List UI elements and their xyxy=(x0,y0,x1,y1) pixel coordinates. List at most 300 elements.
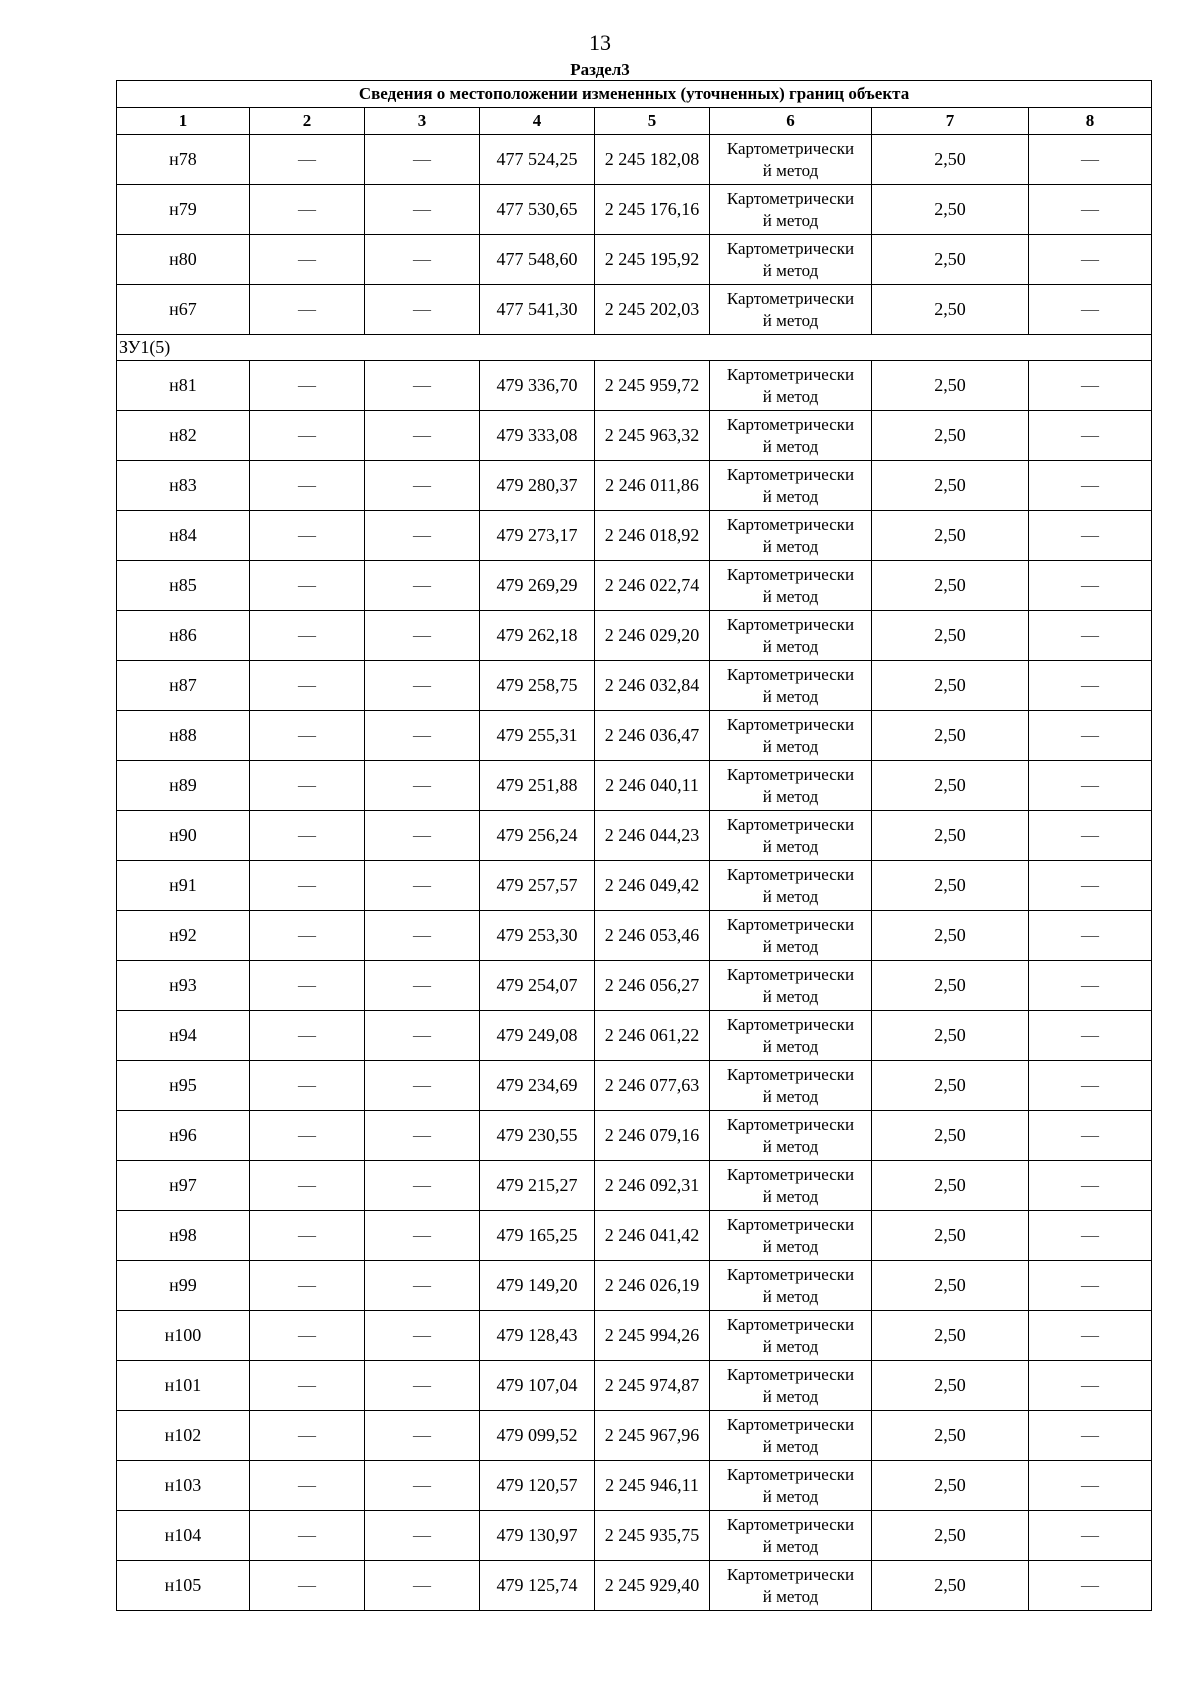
precision-cell: 2,50 xyxy=(872,361,1029,411)
y-coordinate-cell: 2 246 049,42 xyxy=(595,861,710,911)
method-line-2: й метод xyxy=(762,836,819,856)
method-cell xyxy=(710,961,872,1011)
y-coordinate-cell: 2 245 963,32 xyxy=(595,411,710,461)
empty-cell-col8: — xyxy=(1029,135,1152,185)
method-cell xyxy=(710,611,872,661)
empty-cell-col8: — xyxy=(1029,411,1152,461)
column-header: 4 xyxy=(480,108,595,135)
method-line-2: й метод xyxy=(762,160,819,180)
table-row xyxy=(117,461,1152,511)
empty-cell-col3: — xyxy=(365,1561,480,1611)
coordinates-table xyxy=(116,80,1152,1611)
x-coordinate-cell: 479 165,25 xyxy=(480,1211,595,1261)
empty-cell-col8: — xyxy=(1029,1561,1152,1611)
x-coordinate-cell: 479 215,27 xyxy=(480,1161,595,1211)
x-coordinate-cell: 477 541,30 xyxy=(480,285,595,335)
column-header-row xyxy=(117,108,1152,135)
method-line-1: Картометрически xyxy=(726,1164,855,1184)
point-id-cell: н91 xyxy=(117,861,250,911)
point-id-cell: н86 xyxy=(117,611,250,661)
table-row xyxy=(117,861,1152,911)
x-coordinate-cell: 477 524,25 xyxy=(480,135,595,185)
empty-cell-col3: — xyxy=(365,1161,480,1211)
empty-cell-col3: — xyxy=(365,1461,480,1511)
empty-cell-col3: — xyxy=(365,1311,480,1361)
method-cell xyxy=(710,661,872,711)
point-id-cell: н104 xyxy=(117,1511,250,1561)
empty-cell-col8: — xyxy=(1029,1311,1152,1361)
method-line-2: й метод xyxy=(762,486,819,506)
x-coordinate-cell: 479 253,30 xyxy=(480,911,595,961)
empty-cell-col2: — xyxy=(250,661,365,711)
point-id-cell: н103 xyxy=(117,1461,250,1511)
point-id-cell: н95 xyxy=(117,1061,250,1111)
method-line-1: Картометрически xyxy=(726,1414,855,1434)
precision-cell: 2,50 xyxy=(872,461,1029,511)
table-row xyxy=(117,1261,1152,1311)
precision-cell: 2,50 xyxy=(872,861,1029,911)
empty-cell-col2: — xyxy=(250,1261,365,1311)
y-coordinate-cell: 2 246 056,27 xyxy=(595,961,710,1011)
empty-cell-col3: — xyxy=(365,185,480,235)
method-cell xyxy=(710,285,872,335)
point-id-cell: н87 xyxy=(117,661,250,711)
method-line-2: й метод xyxy=(762,1486,819,1506)
table-row xyxy=(117,611,1152,661)
table-row xyxy=(117,511,1152,561)
table-row xyxy=(117,185,1152,235)
precision-cell: 2,50 xyxy=(872,1361,1029,1411)
x-coordinate-cell: 479 107,04 xyxy=(480,1361,595,1411)
method-line-2: й метод xyxy=(762,586,819,606)
precision-cell: 2,50 xyxy=(872,1211,1029,1261)
group-row-body xyxy=(117,335,1152,361)
method-line-2: й метод xyxy=(762,310,819,330)
empty-cell-col8: — xyxy=(1029,1111,1152,1161)
y-coordinate-cell: 2 246 040,11 xyxy=(595,761,710,811)
method-line-2: й метод xyxy=(762,736,819,756)
method-cell xyxy=(710,1411,872,1461)
point-id-cell: н97 xyxy=(117,1161,250,1211)
point-id-cell: н78 xyxy=(117,135,250,185)
column-header: 8 xyxy=(1029,108,1152,135)
x-coordinate-cell: 477 530,65 xyxy=(480,185,595,235)
empty-cell-col3: — xyxy=(365,361,480,411)
empty-cell-col8: — xyxy=(1029,1461,1152,1511)
empty-cell-col2: — xyxy=(250,185,365,235)
empty-cell-col8: — xyxy=(1029,285,1152,335)
empty-cell-col2: — xyxy=(250,1361,365,1411)
empty-cell-col8: — xyxy=(1029,1411,1152,1461)
empty-cell-col2: — xyxy=(250,461,365,511)
table-row xyxy=(117,1161,1152,1211)
table-row xyxy=(117,661,1152,711)
y-coordinate-cell: 2 245 935,75 xyxy=(595,1511,710,1561)
empty-cell-col3: — xyxy=(365,411,480,461)
method-line-2: й метод xyxy=(762,1336,819,1356)
method-line-2: й метод xyxy=(762,1286,819,1306)
empty-cell-col8: — xyxy=(1029,861,1152,911)
empty-cell-col3: — xyxy=(365,711,480,761)
table-row xyxy=(117,235,1152,285)
empty-cell-col8: — xyxy=(1029,361,1152,411)
point-id-cell: н96 xyxy=(117,1111,250,1161)
method-cell xyxy=(710,1461,872,1511)
x-coordinate-cell: 479 099,52 xyxy=(480,1411,595,1461)
precision-cell: 2,50 xyxy=(872,511,1029,561)
table-row xyxy=(117,761,1152,811)
method-line-2: й метод xyxy=(762,936,819,956)
y-coordinate-cell: 2 246 079,16 xyxy=(595,1111,710,1161)
empty-cell-col3: — xyxy=(365,961,480,1011)
table-row xyxy=(117,361,1152,411)
empty-cell-col2: — xyxy=(250,1111,365,1161)
method-cell xyxy=(710,1011,872,1061)
empty-cell-col3: — xyxy=(365,461,480,511)
method-cell xyxy=(710,811,872,861)
method-cell xyxy=(710,1111,872,1161)
empty-cell-col8: — xyxy=(1029,911,1152,961)
empty-cell-col8: — xyxy=(1029,1061,1152,1111)
method-line-1: Картометрически xyxy=(726,1564,855,1584)
empty-cell-col8: — xyxy=(1029,711,1152,761)
y-coordinate-cell: 2 246 018,92 xyxy=(595,511,710,561)
y-coordinate-cell: 2 246 029,20 xyxy=(595,611,710,661)
method-line-2: й метод xyxy=(762,1436,819,1456)
method-line-1: Картометрически xyxy=(726,764,855,784)
method-line-1: Картометрически xyxy=(726,864,855,884)
empty-cell-col3: — xyxy=(365,561,480,611)
empty-cell-col2: — xyxy=(250,1011,365,1061)
empty-cell-col8: — xyxy=(1029,1211,1152,1261)
empty-cell-col8: — xyxy=(1029,185,1152,235)
precision-cell: 2,50 xyxy=(872,1311,1029,1361)
empty-cell-col3: — xyxy=(365,1061,480,1111)
y-coordinate-cell: 2 245 202,03 xyxy=(595,285,710,335)
method-line-1: Картометрически xyxy=(726,1314,855,1334)
method-cell xyxy=(710,861,872,911)
method-line-1: Картометрически xyxy=(726,1214,855,1234)
point-id-cell: н79 xyxy=(117,185,250,235)
empty-cell-col3: — xyxy=(365,1511,480,1561)
method-line-1: Картометрически xyxy=(726,1464,855,1484)
empty-cell-col2: — xyxy=(250,511,365,561)
y-coordinate-cell: 2 246 022,74 xyxy=(595,561,710,611)
method-line-2: й метод xyxy=(762,636,819,656)
empty-cell-col8: — xyxy=(1029,461,1152,511)
y-coordinate-cell: 2 245 959,72 xyxy=(595,361,710,411)
x-coordinate-cell: 479 249,08 xyxy=(480,1011,595,1061)
method-line-2: й метод xyxy=(762,1086,819,1106)
method-line-2: й метод xyxy=(762,1386,819,1406)
empty-cell-col2: — xyxy=(250,911,365,961)
empty-cell-col8: — xyxy=(1029,661,1152,711)
precision-cell: 2,50 xyxy=(872,1061,1029,1111)
empty-cell-col3: — xyxy=(365,1361,480,1411)
precision-cell: 2,50 xyxy=(872,1011,1029,1061)
empty-cell-col8: — xyxy=(1029,811,1152,861)
empty-cell-col8: — xyxy=(1029,611,1152,661)
table-row xyxy=(117,961,1152,1011)
precision-cell: 2,50 xyxy=(872,1261,1029,1311)
empty-cell-col3: — xyxy=(365,1011,480,1061)
y-coordinate-cell: 2 245 195,92 xyxy=(595,235,710,285)
page-number: 13 xyxy=(589,30,611,55)
x-coordinate-cell: 479 125,74 xyxy=(480,1561,595,1611)
method-line-1: Картометрически xyxy=(726,1064,855,1084)
precision-cell: 2,50 xyxy=(872,1161,1029,1211)
x-coordinate-cell: 479 251,88 xyxy=(480,761,595,811)
empty-cell-col2: — xyxy=(250,811,365,861)
x-coordinate-cell: 479 269,29 xyxy=(480,561,595,611)
method-cell xyxy=(710,135,872,185)
empty-cell-col2: — xyxy=(250,1311,365,1361)
empty-cell-col3: — xyxy=(365,511,480,561)
method-cell xyxy=(710,185,872,235)
empty-cell-col3: — xyxy=(365,1211,480,1261)
point-id-cell: н83 xyxy=(117,461,250,511)
method-line-2: й метод xyxy=(762,386,819,406)
y-coordinate-cell: 2 246 036,47 xyxy=(595,711,710,761)
method-cell xyxy=(710,1361,872,1411)
empty-cell-col3: — xyxy=(365,811,480,861)
method-line-2: й метод xyxy=(762,1586,819,1606)
method-cell xyxy=(710,911,872,961)
precision-cell: 2,50 xyxy=(872,961,1029,1011)
column-header: 6 xyxy=(710,108,872,135)
empty-cell-col2: — xyxy=(250,1161,365,1211)
point-id-cell: н92 xyxy=(117,911,250,961)
empty-cell-col3: — xyxy=(365,285,480,335)
x-coordinate-cell: 479 273,17 xyxy=(480,511,595,561)
y-coordinate-cell: 2 246 044,23 xyxy=(595,811,710,861)
precision-cell: 2,50 xyxy=(872,611,1029,661)
column-header: 2 xyxy=(250,108,365,135)
y-coordinate-cell: 2 245 176,16 xyxy=(595,185,710,235)
point-id-cell: н89 xyxy=(117,761,250,811)
x-coordinate-cell: 479 254,07 xyxy=(480,961,595,1011)
empty-cell-col2: — xyxy=(250,1211,365,1261)
method-cell xyxy=(710,235,872,285)
precision-cell: 2,50 xyxy=(872,711,1029,761)
method-line-1: Картометрически xyxy=(726,288,855,308)
y-coordinate-cell: 2 245 946,11 xyxy=(595,1461,710,1511)
empty-cell-col3: — xyxy=(365,911,480,961)
empty-cell-col2: — xyxy=(250,1561,365,1611)
empty-cell-col2: — xyxy=(250,285,365,335)
point-id-cell: н105 xyxy=(117,1561,250,1611)
method-cell xyxy=(710,1311,872,1361)
method-line-2: й метод xyxy=(762,260,819,280)
empty-cell-col3: — xyxy=(365,1111,480,1161)
method-line-2: й метод xyxy=(762,436,819,456)
method-line-2: й метод xyxy=(762,1536,819,1556)
x-coordinate-cell: 479 258,75 xyxy=(480,661,595,711)
x-coordinate-cell: 479 280,37 xyxy=(480,461,595,511)
x-coordinate-cell: 479 336,70 xyxy=(480,361,595,411)
precision-cell: 2,50 xyxy=(872,561,1029,611)
empty-cell-col3: — xyxy=(365,761,480,811)
point-id-cell: н99 xyxy=(117,1261,250,1311)
x-coordinate-cell: 479 230,55 xyxy=(480,1111,595,1161)
precision-cell: 2,50 xyxy=(872,135,1029,185)
method-line-1: Картометрически xyxy=(726,1114,855,1134)
empty-cell-col8: — xyxy=(1029,561,1152,611)
point-id-cell: н88 xyxy=(117,711,250,761)
method-line-2: й метод xyxy=(762,686,819,706)
table-row xyxy=(117,285,1152,335)
empty-cell-col8: — xyxy=(1029,1011,1152,1061)
precision-cell: 2,50 xyxy=(872,185,1029,235)
empty-cell-col2: — xyxy=(250,961,365,1011)
y-coordinate-cell: 2 246 092,31 xyxy=(595,1161,710,1211)
empty-cell-col2: — xyxy=(250,611,365,661)
method-line-2: й метод xyxy=(762,786,819,806)
x-coordinate-cell: 479 255,31 xyxy=(480,711,595,761)
precision-cell: 2,50 xyxy=(872,911,1029,961)
precision-cell: 2,50 xyxy=(872,661,1029,711)
empty-cell-col2: — xyxy=(250,1511,365,1561)
empty-cell-col2: — xyxy=(250,761,365,811)
method-cell xyxy=(710,561,872,611)
empty-cell-col3: — xyxy=(365,661,480,711)
point-id-cell: н93 xyxy=(117,961,250,1011)
method-cell xyxy=(710,1161,872,1211)
table-body-after-group xyxy=(117,361,1152,1611)
method-cell xyxy=(710,1561,872,1611)
empty-cell-col3: — xyxy=(365,1261,480,1311)
x-coordinate-cell: 479 256,24 xyxy=(480,811,595,861)
empty-cell-col2: — xyxy=(250,135,365,185)
method-cell xyxy=(710,711,872,761)
method-cell xyxy=(710,761,872,811)
precision-cell: 2,50 xyxy=(872,1461,1029,1511)
y-coordinate-cell: 2 246 032,84 xyxy=(595,661,710,711)
x-coordinate-cell: 479 262,18 xyxy=(480,611,595,661)
table-row xyxy=(117,1461,1152,1511)
empty-cell-col2: — xyxy=(250,711,365,761)
column-header: 3 xyxy=(365,108,480,135)
precision-cell: 2,50 xyxy=(872,1561,1029,1611)
y-coordinate-cell: 2 246 041,42 xyxy=(595,1211,710,1261)
precision-cell: 2,50 xyxy=(872,1511,1029,1561)
point-id-cell: н102 xyxy=(117,1411,250,1461)
section-title: Раздел3 xyxy=(570,60,630,79)
empty-cell-col2: — xyxy=(250,235,365,285)
y-coordinate-cell: 2 245 974,87 xyxy=(595,1361,710,1411)
method-line-1: Картометрически xyxy=(726,364,855,384)
table-body-before-group xyxy=(117,135,1152,335)
precision-cell: 2,50 xyxy=(872,411,1029,461)
empty-cell-col8: — xyxy=(1029,511,1152,561)
y-coordinate-cell: 2 246 053,46 xyxy=(595,911,710,961)
x-coordinate-cell: 479 130,97 xyxy=(480,1511,595,1561)
method-line-2: й метод xyxy=(762,536,819,556)
point-id-cell: н101 xyxy=(117,1361,250,1411)
method-line-2: й метод xyxy=(762,1036,819,1056)
point-id-cell: н98 xyxy=(117,1211,250,1261)
method-line-1: Картометрически xyxy=(726,714,855,734)
table-row xyxy=(117,1561,1152,1611)
empty-cell-col8: — xyxy=(1029,961,1152,1011)
table-row xyxy=(117,1011,1152,1061)
method-cell xyxy=(710,1511,872,1561)
method-line-2: й метод xyxy=(762,1186,819,1206)
empty-cell-col2: — xyxy=(250,1461,365,1511)
group-label: ЗУ1(5) xyxy=(117,335,1152,361)
table-row xyxy=(117,135,1152,185)
method-line-1: Картометрически xyxy=(726,664,855,684)
table-row xyxy=(117,711,1152,761)
table-row xyxy=(117,1211,1152,1261)
precision-cell: 2,50 xyxy=(872,1411,1029,1461)
method-line-2: й метод xyxy=(762,986,819,1006)
table-row xyxy=(117,1111,1152,1161)
table-row xyxy=(117,811,1152,861)
point-id-cell: н82 xyxy=(117,411,250,461)
point-id-cell: н84 xyxy=(117,511,250,561)
empty-cell-col2: — xyxy=(250,561,365,611)
y-coordinate-cell: 2 245 182,08 xyxy=(595,135,710,185)
y-coordinate-cell: 2 246 061,22 xyxy=(595,1011,710,1061)
table-row xyxy=(117,1061,1152,1111)
empty-cell-col2: — xyxy=(250,361,365,411)
point-id-cell: н67 xyxy=(117,285,250,335)
empty-cell-col8: — xyxy=(1029,1361,1152,1411)
method-line-1: Картометрически xyxy=(726,1264,855,1284)
precision-cell: 2,50 xyxy=(872,761,1029,811)
method-line-1: Картометрически xyxy=(726,514,855,534)
method-cell xyxy=(710,361,872,411)
x-coordinate-cell: 479 120,57 xyxy=(480,1461,595,1511)
y-coordinate-cell: 2 245 994,26 xyxy=(595,1311,710,1361)
method-cell xyxy=(710,1261,872,1311)
point-id-cell: н80 xyxy=(117,235,250,285)
y-coordinate-cell: 2 246 011,86 xyxy=(595,461,710,511)
method-line-1: Картометрически xyxy=(726,814,855,834)
method-line-2: й метод xyxy=(762,886,819,906)
precision-cell: 2,50 xyxy=(872,1111,1029,1161)
empty-cell-col3: — xyxy=(365,861,480,911)
empty-cell-col2: — xyxy=(250,1061,365,1111)
point-id-cell: н85 xyxy=(117,561,250,611)
method-cell xyxy=(710,511,872,561)
method-line-1: Картометрически xyxy=(726,138,855,158)
precision-cell: 2,50 xyxy=(872,235,1029,285)
y-coordinate-cell: 2 245 929,40 xyxy=(595,1561,710,1611)
method-line-1: Картометрически xyxy=(726,464,855,484)
method-line-1: Картометрически xyxy=(726,564,855,584)
table-row xyxy=(117,1411,1152,1461)
method-line-1: Картометрически xyxy=(726,1364,855,1384)
empty-cell-col2: — xyxy=(250,411,365,461)
method-line-1: Картометрически xyxy=(726,964,855,984)
x-coordinate-cell: 479 234,69 xyxy=(480,1061,595,1111)
x-coordinate-cell: 479 128,43 xyxy=(480,1311,595,1361)
precision-cell: 2,50 xyxy=(872,811,1029,861)
table-row xyxy=(117,1311,1152,1361)
point-id-cell: н94 xyxy=(117,1011,250,1061)
column-header: 1 xyxy=(117,108,250,135)
y-coordinate-cell: 2 246 026,19 xyxy=(595,1261,710,1311)
x-coordinate-cell: 479 149,20 xyxy=(480,1261,595,1311)
y-coordinate-cell: 2 245 967,96 xyxy=(595,1411,710,1461)
empty-cell-col8: — xyxy=(1029,761,1152,811)
table-row xyxy=(117,561,1152,611)
method-line-2: й метод xyxy=(762,1236,819,1256)
column-header: 5 xyxy=(595,108,710,135)
method-line-1: Картометрически xyxy=(726,914,855,934)
